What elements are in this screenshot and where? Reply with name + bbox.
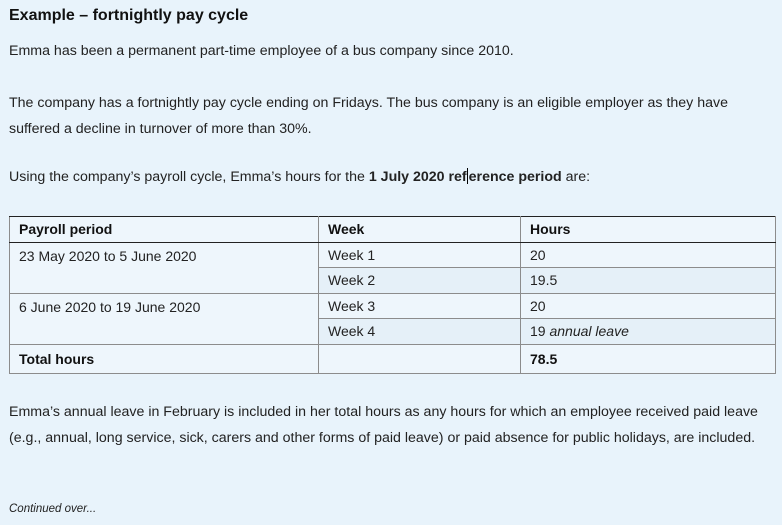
hours-cell: 20	[521, 242, 776, 268]
hours-note: annual leave	[549, 323, 629, 340]
example-heading: Example – fortnightly pay cycle	[9, 7, 249, 24]
header-week: Week	[319, 217, 521, 243]
hours-cell: 19.5	[521, 268, 776, 294]
week-cell: Week 3	[319, 293, 521, 319]
total-value: 78.5	[521, 344, 776, 373]
reference-period-bold-1: 1 July 2020 ref	[368, 169, 467, 185]
payroll-period-cell: 6 June 2020 to 19 June 2020	[10, 293, 319, 344]
header-hours: Hours	[521, 217, 776, 243]
total-row	[10, 344, 776, 373]
paragraph-reference-period	[9, 164, 774, 190]
payroll-period-cell: 23 May 2020 to 5 June 2020	[10, 242, 319, 293]
paragraph-reference-after: are:	[561, 169, 591, 185]
reference-period-bold-2: erence period	[468, 169, 562, 185]
week-cell: Week 1	[319, 242, 521, 268]
total-label: Total hours	[10, 344, 319, 373]
paragraph-reference-before: Using the company’s payroll cycle, Emma’s hours for the	[9, 169, 369, 185]
hours-value: 19	[530, 323, 546, 340]
table-row	[10, 242, 776, 268]
hours-table	[9, 216, 776, 374]
header-payroll-period: Payroll period	[10, 217, 319, 243]
hours-cell: 20	[521, 293, 776, 319]
continued-over-note: Continued over...	[9, 503, 97, 515]
table-header-row	[10, 217, 776, 243]
paragraph-annual-leave: Emma’s annual leave in February is included in her total hours as any hours for which an employee received paid leave (e.g., annual, long service, sick, carers and other forms of paid leave) or paid absence for public holidays, are included.	[9, 404, 758, 446]
table-row	[10, 293, 776, 319]
total-empty-cell	[319, 344, 521, 373]
paragraph-pay-cycle: The company has a fortnightly pay cycle ending on Fridays. The bus company is an eligible employer as they have suffered a decline in turnover of more than 30%.	[9, 95, 728, 137]
week-cell: Week 4	[319, 319, 521, 345]
hours-cell	[521, 319, 776, 345]
week-cell: Week 2	[319, 268, 521, 294]
paragraph-employment: Emma has been a permanent part-time employee of a bus company since 2010.	[9, 43, 514, 59]
